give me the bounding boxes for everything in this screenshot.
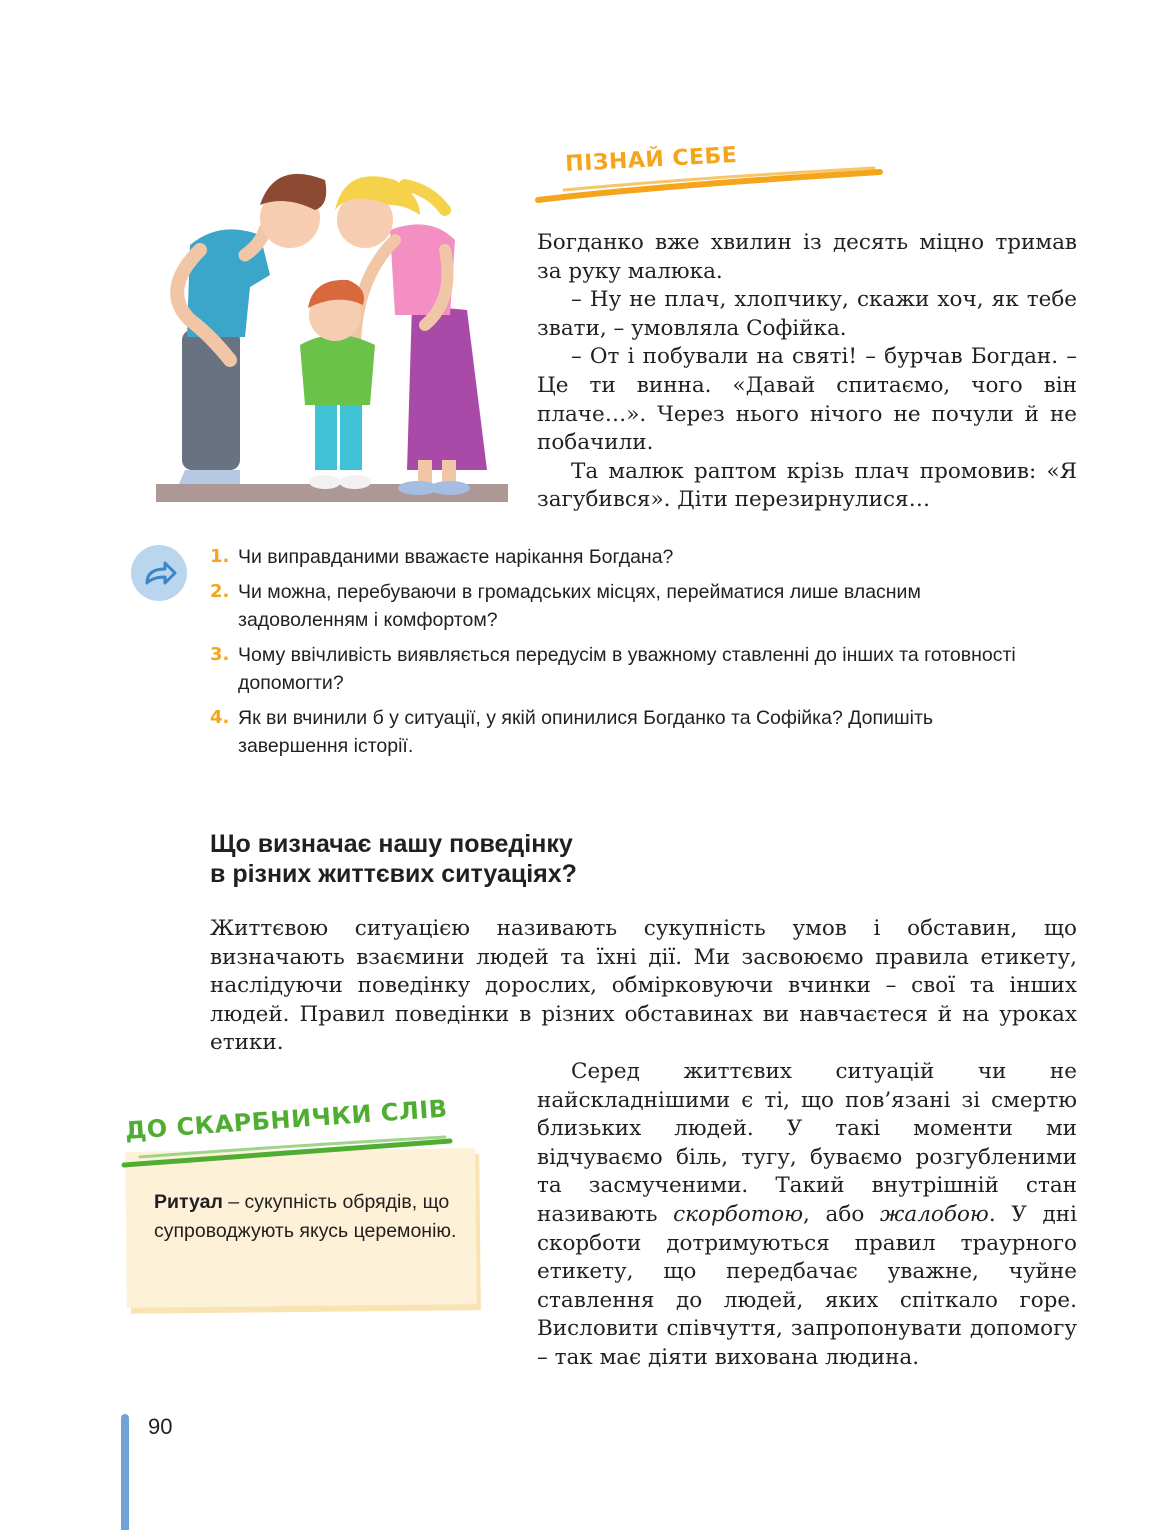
paragraph-text: Серед життєвих ситуацій чи не найскладнішими є ті, що пов’язані зі смертю близьких людей. У такі моменти ми відчуваємо біль, тугу, буваємо розгубленими та засмученими. Такий внутрішній стан називають [537,1059,1077,1227]
section-title [210,829,577,889]
heading-underline-orange [534,166,884,206]
paragraph-text: . У дні скорботи дотримуються правил траурного етикету, що передбачає уважне, чуйне ставлення до людей, яких спіткало горе. Висловити співчуття, запропонувати допомогу – так має діяти вихована людина. [537,1201,1077,1370]
question-text: Чому ввічливість виявляється передусім в уважному ставленні до інших та готовності допомогти? [238,644,1016,694]
section-title-line: Що визначає нашу поведінку [210,830,573,858]
question-number: 4. [210,707,230,728]
glossary-term: Ритуал [154,1191,223,1213]
heading-underline-green [120,1135,455,1171]
story-paragraph: Богданко вже хвилин із десять міцно тримав за руку малюка. [537,230,1077,284]
question-number: 2. [210,581,230,602]
page-number: 90 [148,1414,173,1439]
term-emphasis: жалобою [879,1201,989,1227]
story-paragraph: – Ну не плач, хлопчику, скажи хоч, як тебе звати, – умовляла Софійка. [537,287,1077,341]
arrow-turn-icon [131,545,187,601]
story-paragraph: Та малюк раптом крізь плач промовив: «Я загубився». Діти перезирнулися… [537,458,1077,513]
family-illustration [150,160,510,505]
paragraph-text: , або [803,1201,880,1227]
question-number: 1. [210,546,230,567]
question-text: Чи виправданими вважаєте нарікання Богдана? [238,546,674,568]
margin-bar [121,1414,129,1530]
question-item [210,578,938,634]
questions-list [210,543,1030,767]
glossary-entry [154,1188,459,1245]
question-item [210,543,1030,571]
question-text: Чи можна, перебуваючи в громадських місцях, перейматися лише власним задоволенням і комфортом? [238,581,921,631]
question-item [210,641,1028,697]
section-title-line: в різних життєвих ситуаціях? [210,860,577,888]
glossary-heading: ДО СКАРБНИЧКИ СЛІВ [124,1094,449,1145]
question-text: Як ви вчинили б у ситуації, у якій опинилися Богданко та Софійка? Допишіть завершення історії. [238,707,934,757]
term-emphasis: скорботою [673,1201,804,1227]
discuss-icon [131,545,187,601]
section-paragraph-1: Життєвою ситуацією називають сукупність умов і обставин, що визначають взаємини людей та їхні дії. Ми засвоюємо правила етикету, наслідуючи поведінку дорослих, обмірковуючи вчинки – свої та інших людей. Правил поведінки в різних обставинах ви навчаєтеся й на уроках етики. [210,916,1077,1056]
story-text [537,229,1077,515]
boy-figure [177,174,326,484]
section-paragraph-2 [537,1058,1077,1373]
story-paragraph: – От і побували на святі! – бурчав Богдан. – Це ти винна. «Давай спитаємо, чого він плаче…». Через нього нічого не почули й не побачили. [537,344,1077,456]
glossary-definition: – сукупність обрядів, що супроводжують якусь церемонію. [154,1191,457,1242]
question-item [210,704,958,760]
know-yourself-heading: ПІЗНАЙ СЕБЕ [564,143,738,177]
question-number: 3. [210,644,230,665]
